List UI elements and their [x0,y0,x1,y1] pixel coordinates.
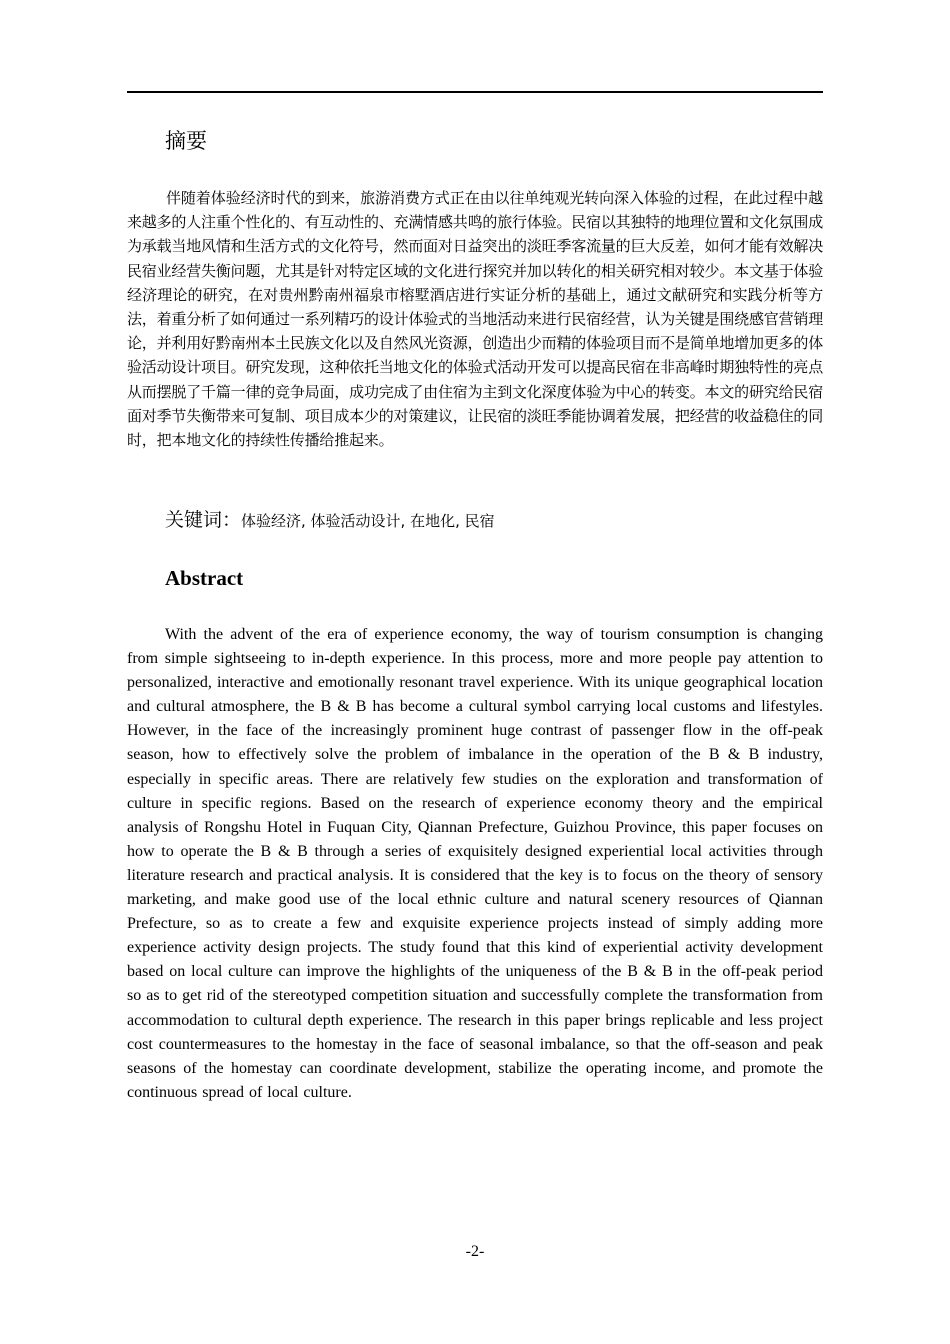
abstract-en-title: Abstract [165,566,244,590]
keywords-line [165,505,495,532]
abstract-cn-title: 摘要 [165,129,207,153]
abstract-cn-body: 伴随着体验经济时代的到来，旅游消费方式正在由以往单纯观光转向深入体验的过程，在此过程中越来越多的人注重个性化的、有互动性的、充满情感共鸣的旅行体验。民宿以其独特的地理位置和文化氛围成为承载当地风情和生活方式的文化符号，然而面对日益突出的淡旺季客流量的巨大反差，如何才能有效解决民宿业经营失衡问题，尤其是针对特定区域的文化进行探究并加以转化的相关研究相对较少。本文基于体验经济理论的研究，在对贵州黔南州福泉市榕墅酒店进行实证分析的基础上，通过文献研究和实践分析等方法，着重分析了如何通过一系列精巧的设计体验式的当地活动来进行民宿经营，认为关键是围绕感官营销理论，并利用好黔南州本土民族文化以及自然风光资源，创造出少而精的体验项目而不是简单地增加更多的体验活动设计项目。研究发现，这种依托当地文化的体验式活动开发可以提高民宿在非高峰时期独特性的亮点从而摆脱了千篇一律的竞争局面，成功完成了由住宿为主到文化深度体验为中心的转变。本文的研究给民宿面对季节失衡带来可复制、项目成本少的对策建议，让民宿的淡旺季能协调着发展，把经营的收益稳住的同时，把本地文化的持续性传播给推起来。 [127,189,823,450]
header-rule [127,91,823,93]
keywords-label: 关键词： [165,509,242,531]
keywords-value: 体验经济, 体验活动设计, 在地化, 民宿 [241,512,495,530]
abstract-en-body: With the advent of the era of experience economy, the way of tourism consumption is changing from simple sightseeing to in-depth experience. In this process, more and more people pay attention to personalized, interactive and emotionally resonant travel experience. With its unique geographical location and cultural atmosphere, the B & B has become a cultural symbol carrying local customs and lifestyles. However, in the face of the increasingly prominent huge contrast of passenger flow in the off-peak season, how to effectively solve the problem of imbalance in the operation of the B & B industry, especially in specific areas. There are relatively few studies on the exploration and transformation of culture in specific regions. Based on the research of experience economy theory and the empirical analysis of Rongshu Hotel in Fuquan City, Qiannan Prefecture, Guizhou Province, this paper focuses on how to operate the B & B through a series of exquisitely designed experiential local activities through literature research and practical analysis. It is considered that the key is to focus on the theory of sensory marketing, and make good use of the local ethnic culture and natural scenery resources of Qiannan Prefecture, so as to create a few and exquisite experience projects instead of simply adding more experience activity design projects. The study found that this kind of experiential activity development based on local culture can improve the highlights of the uniqueness of the B & B in the off-peak period so as to get rid of the stereotyped competition situation and successfully complete the transformation from accommodation to cultural depth experience. The research in this paper brings replicable and less project cost countermeasures to the homestay in the face of seasonal imbalance, so that the off-season and peak seasons of the homestay can coordinate development, stabilize the operating income, and promote the continuous spread of local culture. [127,626,823,1101]
page-number: -2- [465,1243,485,1260]
